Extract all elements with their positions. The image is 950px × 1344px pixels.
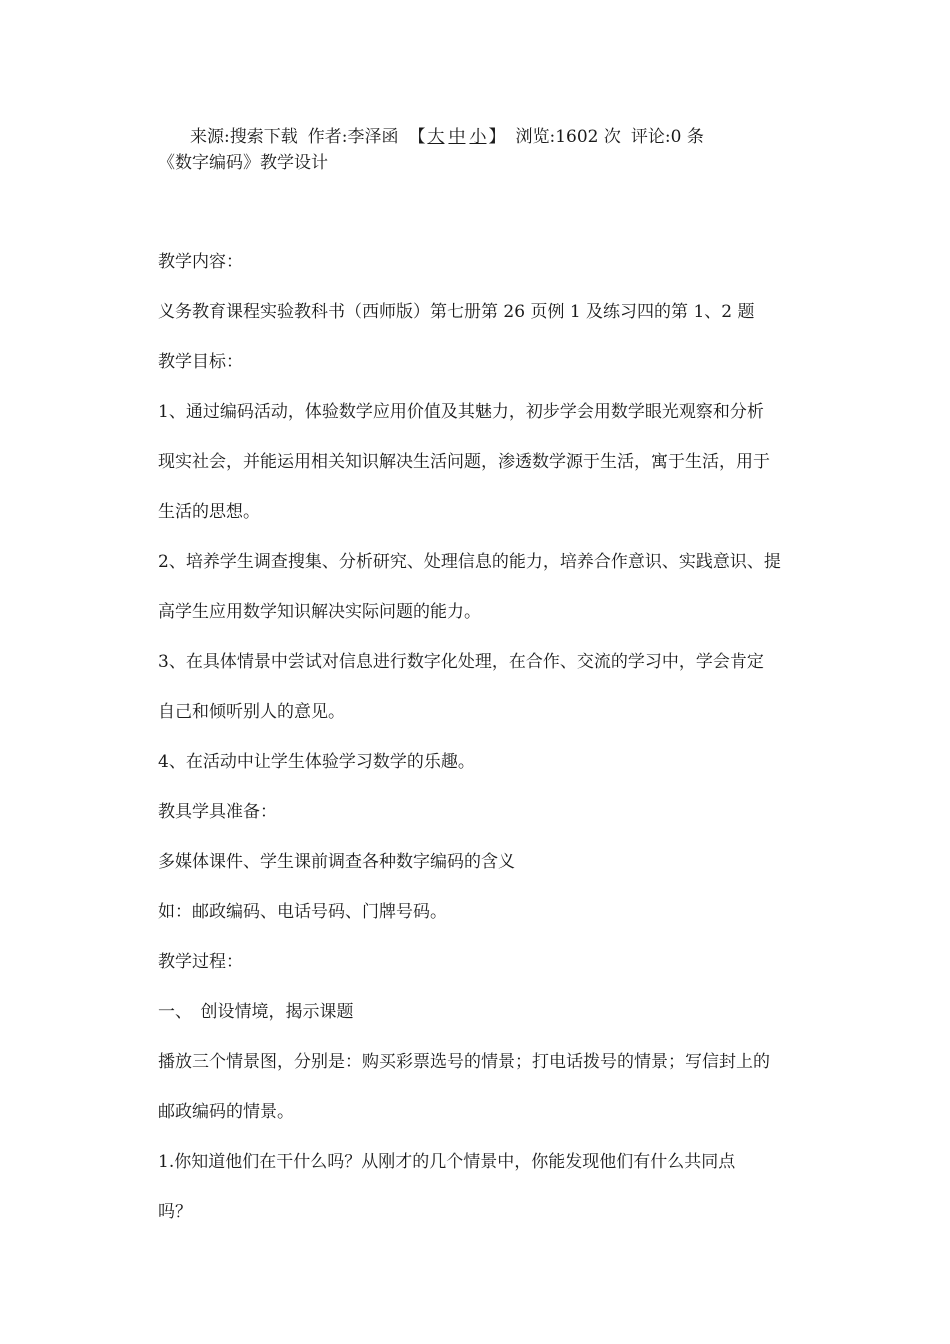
font-size-bracket-close: 】 bbox=[488, 127, 506, 147]
font-size-bracket-open: 【 bbox=[408, 127, 426, 147]
paragraph-line: 多媒体课件、学生课前调查各种数字编码的含义 bbox=[158, 852, 515, 872]
paragraph-line: 如：邮政编码、电话号码、门牌号码。 bbox=[158, 902, 447, 922]
section-heading: 一、 创设情境，揭示课题 bbox=[158, 1002, 354, 1022]
paragraph-line: 1.你知道他们在干什么吗？从刚才的几个情景中，你能发现他们有什么共同点 bbox=[158, 1152, 736, 1172]
paragraph-line: 4、在活动中让学生体验学习数学的乐趣。 bbox=[158, 752, 475, 772]
paragraph-line: 义务教育课程实验教科书（西师版）第七册第 26 页例 1 及练习四的第 1、2 题 bbox=[158, 302, 755, 322]
font-size-large-link[interactable]: 大 bbox=[427, 127, 445, 147]
heading-teaching-process: 教学过程： bbox=[158, 952, 243, 972]
comments-count: 评论:0 条 bbox=[630, 127, 704, 147]
paragraph-line: 现实社会，并能运用相关知识解决生活问题，渗透数学源于生活，寓于生活，用于 bbox=[158, 452, 770, 472]
font-size-small-link[interactable]: 小 bbox=[469, 127, 487, 147]
heading-teaching-goals: 教学目标： bbox=[158, 352, 243, 372]
paragraph-line: 生活的思想。 bbox=[158, 502, 260, 522]
paragraph-line: 吗？ bbox=[158, 1202, 192, 1222]
heading-teaching-content: 教学内容： bbox=[158, 252, 243, 272]
source-label: 来源:搜索下载 bbox=[190, 127, 298, 147]
paragraph-line: 3、在具体情景中尝试对信息进行数字化处理，在合作、交流的学习中，学会肯定 bbox=[158, 652, 764, 672]
paragraph-line: 自己和倾听别人的意见。 bbox=[158, 702, 345, 722]
font-size-medium-link[interactable]: 中 bbox=[448, 127, 466, 147]
author-label: 作者:李泽函 bbox=[307, 127, 399, 147]
heading-materials: 教具学具准备： bbox=[158, 802, 277, 822]
views-count: 浏览:1602 次 bbox=[515, 127, 621, 147]
paragraph-line: 1、通过编码活动，体验数学应用价值及其魅力，初步学会用数学眼光观察和分析 bbox=[158, 402, 764, 422]
paragraph-line: 2、培养学生调查搜集、分析研究、处理信息的能力，培养合作意识、实践意识、提 bbox=[158, 552, 781, 572]
article-meta bbox=[190, 124, 704, 150]
paragraph-line: 播放三个情景图，分别是：购买彩票选号的情景；打电话拨号的情景；写信封上的 bbox=[158, 1052, 770, 1072]
document-title: 《数字编码》教学设计 bbox=[158, 153, 328, 173]
paragraph-line: 高学生应用数学知识解决实际问题的能力。 bbox=[158, 602, 481, 622]
paragraph-line: 邮政编码的情景。 bbox=[158, 1102, 294, 1122]
